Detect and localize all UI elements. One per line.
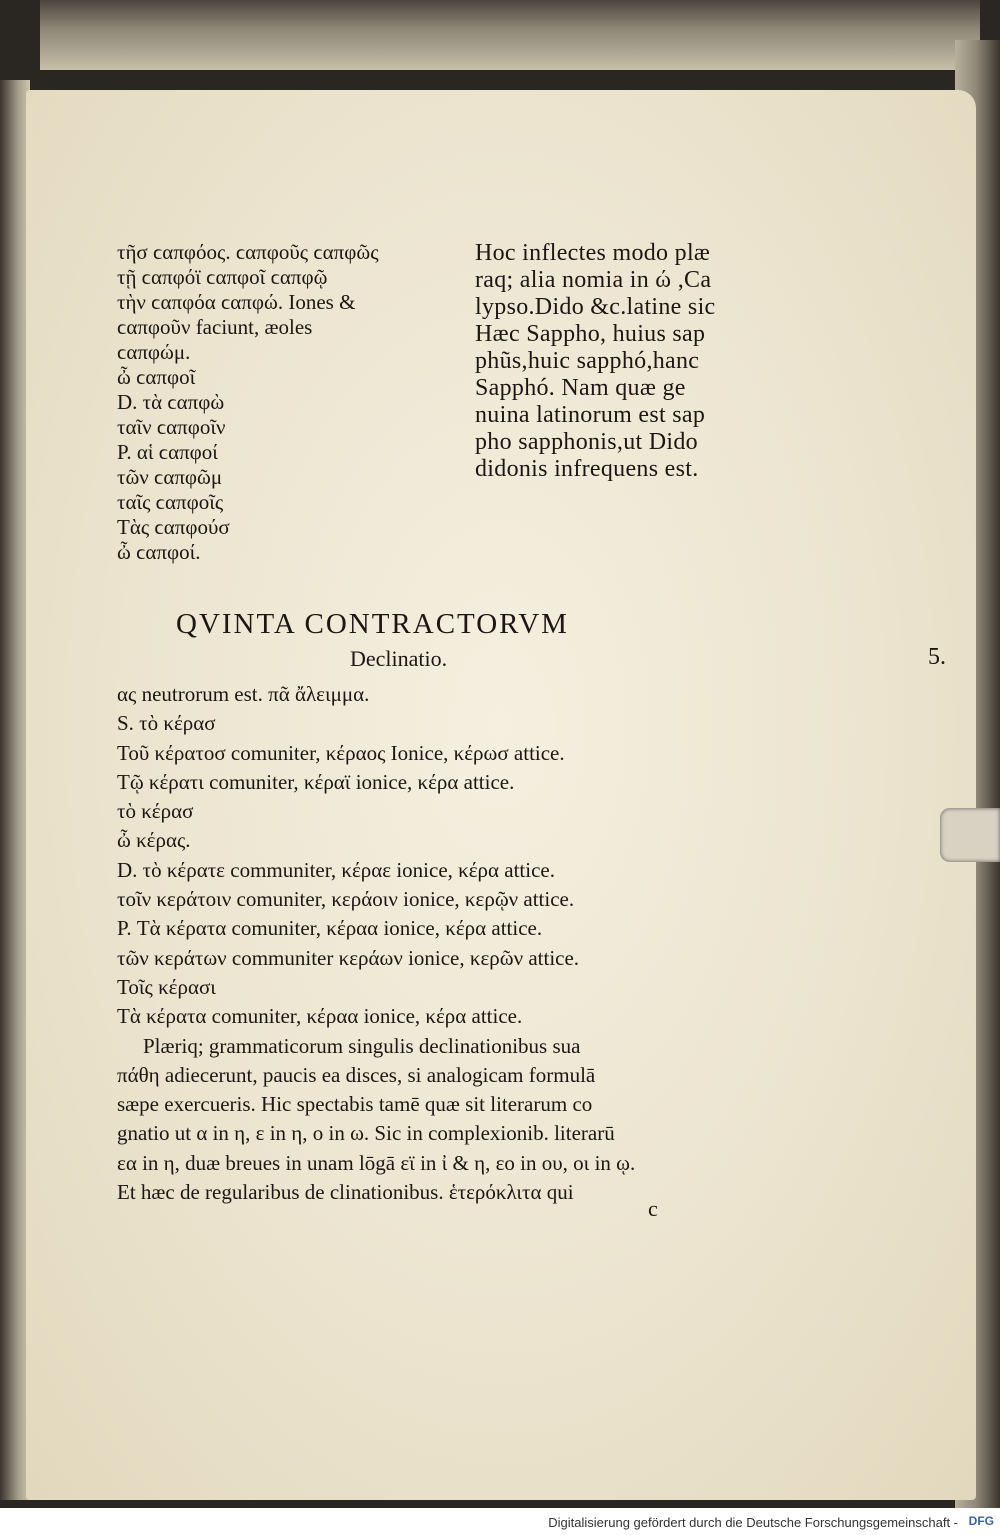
text-line: nuina latinorum est sap xyxy=(475,402,706,428)
text-line: ταῖς ϲαπφοῖς xyxy=(117,490,224,514)
text-line: Et hæc de regularibus de clinationibus. ἑτερόκλιτα qui xyxy=(117,1180,574,1205)
text-line: Τὰς ϲαπφούσ xyxy=(117,515,230,539)
text-line: P. αἱ ϲαπφοί xyxy=(117,440,218,464)
text-line: ὦ ϲαπφοί. xyxy=(117,540,201,564)
text-line: ὦ κέρας. xyxy=(117,828,191,853)
text-line: τὴν ϲαπφόα ϲαπφώ. Iones & xyxy=(117,290,356,314)
text-line: gnatio ut α in η, ε in η, ο in ω. Sic in complexionib. literarū xyxy=(117,1121,615,1146)
text-line: Hæc Sappho, huius sap xyxy=(475,321,706,347)
text-line: D. τὸ κέρατε communiter, κέραε ionice, κέρα attice. xyxy=(117,857,555,882)
text-line: phũs,huic sapphó,hanc xyxy=(475,348,700,374)
text-line: lypso.Dido &c.latine sic xyxy=(475,294,716,320)
left-column xyxy=(117,240,379,565)
text-line: τῶν ϲαπφῶμ xyxy=(117,465,223,489)
text-line: Τὰ κέρατα comuniter, κέραα ionice, κέρα attice. xyxy=(117,1004,523,1029)
signature-mark: c xyxy=(648,1196,658,1221)
text-line: raq; alia nomia in ώ ,Ca xyxy=(475,267,712,293)
right-column xyxy=(475,240,716,483)
page-edges-top xyxy=(40,0,980,70)
text-line: τῇ ϲαπφόϊ ϲαπφοῖ ϲαπφῷ xyxy=(117,265,328,289)
text-line: ϲαπφώμ. xyxy=(117,340,191,364)
section-heading: QVINTA CONTRACTORVM xyxy=(176,608,569,640)
text-line: τῶν κεράτων communiter κεράων ionice, κερῶν attice. xyxy=(117,945,580,970)
text-line: ας neutrorum est. πᾶ ἄλειμμα. xyxy=(117,682,370,706)
text-line: D. τὰ ϲαπφὼ xyxy=(117,390,225,414)
text-line: εα in η, duæ breues in unam lōgā εϊ in ἰ & η, εο in ου, οι in ῳ. xyxy=(117,1150,636,1175)
text-line: P. Τὰ κέρατα comuniter, κέραα ionice, κέρα attice. xyxy=(117,916,543,941)
text-line: Τῷ κέρατι comuniter, κέραϊ ionice, κέρα attice. xyxy=(117,769,515,794)
text-line: τοῖν κεράτοιν comuniter, κεράοιν ionice, κερῷν attice. xyxy=(117,887,575,912)
footer-credit: Digitalisierung gefördert durch die Deutsche Forschungsgemeinschaft - xyxy=(548,1515,958,1530)
text-line: Τοῦ κέρατοσ comuniter, κέραος Ionice, κέρωσ attice. xyxy=(117,740,565,765)
text-line: Hoc inflectes modo plæ xyxy=(475,240,711,266)
text-line: didonis infrequens est. xyxy=(475,456,699,482)
footer-bar xyxy=(0,1508,1000,1535)
text-line: Τοῖς κέρασι xyxy=(117,974,216,999)
text-line: sæpe exercueris. Hic spectabis tamē quæ sit literarum co xyxy=(117,1092,593,1117)
section-subheading: Declinatio. xyxy=(350,646,448,671)
text-line: ϲαπφοῦν faciunt, æoles xyxy=(117,315,313,339)
text-line: pho sapphonis,ut Dido xyxy=(475,429,698,455)
text-line: τῆσ ϲαπφόος. ϲαπφοῦς ϲαπφῶς xyxy=(117,240,379,264)
text-line: Sapphó. Nam quæ ge xyxy=(475,375,686,401)
text-line: S. τὸ κέρασ xyxy=(117,711,216,736)
declension-table xyxy=(117,680,635,1207)
margin-number: 5. xyxy=(928,644,946,670)
text-line: πάθη adiecerunt, paucis ea disces, si analogicam formulā xyxy=(117,1062,596,1087)
text-line: Plæriq; grammaticorum singulis declinationibus sua xyxy=(143,1033,581,1058)
text-line: ὦ ϲαπφοῖ xyxy=(117,365,196,389)
clasp-tab xyxy=(940,808,1000,862)
text-line: ταῖν ϲαπφοῖν xyxy=(117,415,226,439)
text-line: τὸ κέρασ xyxy=(117,799,194,824)
dfg-logo: DFG xyxy=(968,1514,994,1528)
